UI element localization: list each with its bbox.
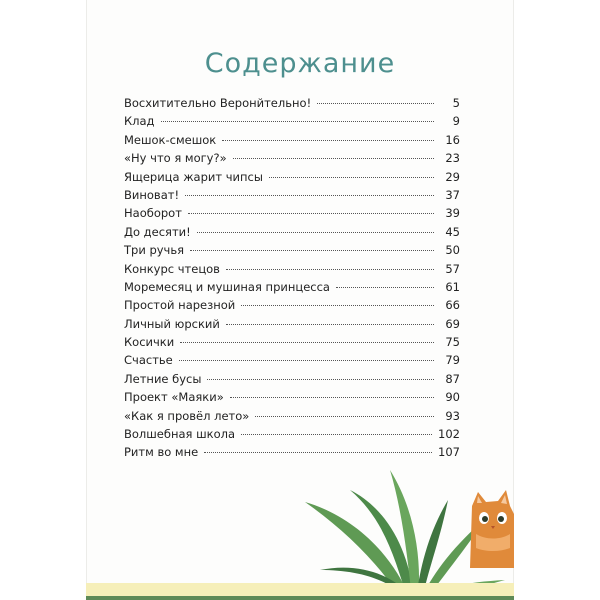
toc-entry-title: Летние бусы (124, 371, 202, 386)
toc-entry (124, 409, 460, 427)
toc-entry-page: 75 (445, 335, 460, 350)
toc-entry-title: Ритм во мне (124, 445, 199, 460)
toc-entry (124, 170, 460, 188)
toc-entry-page: 39 (445, 206, 460, 221)
dot-leader (233, 158, 434, 159)
toc-entry (124, 188, 460, 206)
dot-leader (255, 416, 434, 417)
toc-entry-page: 61 (445, 279, 460, 294)
toc-entry-title: Простой нарезной (124, 298, 236, 313)
toc-entry (124, 372, 460, 390)
toc-entry-page: 50 (445, 243, 460, 258)
toc-entry (124, 445, 460, 463)
dot-leader (185, 195, 434, 196)
toc-entry (124, 335, 460, 353)
toc-entry-title: Три ручья (124, 243, 185, 258)
dot-leader (179, 360, 434, 361)
toc-entry-title: «Как я провёл лето» (124, 408, 250, 423)
toc-entry-page: 29 (445, 169, 460, 184)
dot-leader (241, 434, 432, 435)
toc-entry (124, 317, 460, 335)
toc-entry-title: Ящерица жарит чипсы (124, 169, 263, 184)
toc-entry (124, 206, 460, 224)
toc-entry-title: Мешок-смешок (124, 132, 217, 147)
toc-entry (124, 114, 460, 132)
toc-entry (124, 298, 460, 316)
toc-entry-title: Волшебная школа (124, 427, 236, 442)
dot-leader (161, 121, 434, 122)
dot-leader (204, 452, 432, 453)
toc-entry-page: 79 (445, 353, 460, 368)
toc-entry-title: Конкурс чтецов (124, 261, 220, 276)
dot-leader (180, 342, 434, 343)
toc-entry-page: 16 (445, 132, 460, 147)
toc-entry-title: Личный юрский (124, 316, 220, 331)
toc-entry-title: Проект «Маяки» (124, 390, 224, 405)
toc-entry (124, 96, 460, 114)
dot-leader (226, 269, 434, 270)
dot-leader (207, 379, 434, 380)
dot-leader (222, 140, 434, 141)
table-of-contents (124, 96, 460, 464)
dot-leader (188, 213, 434, 214)
toc-entry-title: Наоборот (124, 206, 182, 221)
toc-entry-title: Моремесяц и мушиная принцесса (124, 279, 330, 294)
dot-leader (269, 177, 434, 178)
page-title: Содержание (204, 48, 396, 79)
toc-entry-page: 23 (445, 151, 460, 166)
toc-entry (124, 390, 460, 408)
toc-entry-title: Косички (124, 335, 175, 350)
toc-entry-page: 45 (445, 224, 460, 239)
toc-entry-title: До десяти! (124, 224, 191, 239)
cat-illustration (464, 488, 514, 568)
toc-entry-page: 37 (445, 187, 460, 202)
toc-entry (124, 133, 460, 151)
toc-entry-title: Клад (124, 114, 155, 129)
toc-entry-page: 90 (445, 390, 460, 405)
toc-entry (124, 427, 460, 445)
dot-leader (230, 397, 434, 398)
toc-entry-title: Виноват! (124, 187, 180, 202)
dot-leader (197, 232, 434, 233)
dot-leader (241, 305, 434, 306)
toc-entry-page: 107 (438, 445, 460, 460)
toc-entry-page: 66 (445, 298, 460, 313)
toc-entry (124, 243, 460, 261)
toc-entry-page: 87 (445, 371, 460, 386)
ground-strip-green (86, 596, 514, 600)
toc-entry (124, 353, 460, 371)
dot-leader (226, 324, 434, 325)
toc-entry (124, 262, 460, 280)
dot-leader (336, 287, 434, 288)
toc-entry-title: «Ну что я могу?» (124, 151, 227, 166)
toc-entry-page: 102 (438, 427, 460, 442)
toc-entry-page: 5 (452, 96, 460, 110)
toc-entry-page: 69 (445, 316, 460, 331)
toc-entry (124, 225, 460, 243)
toc-entry-title: Счастье (124, 353, 173, 368)
toc-entry-page: 57 (445, 261, 460, 276)
toc-entry-page: 93 (445, 408, 460, 423)
dot-leader (317, 103, 434, 104)
toc-entry (124, 280, 460, 298)
toc-entry (124, 151, 460, 169)
dot-leader (190, 250, 434, 251)
toc-entry-page: 9 (452, 114, 460, 129)
toc-entry-title: Восхитительно Веронйтельно! (124, 96, 312, 110)
